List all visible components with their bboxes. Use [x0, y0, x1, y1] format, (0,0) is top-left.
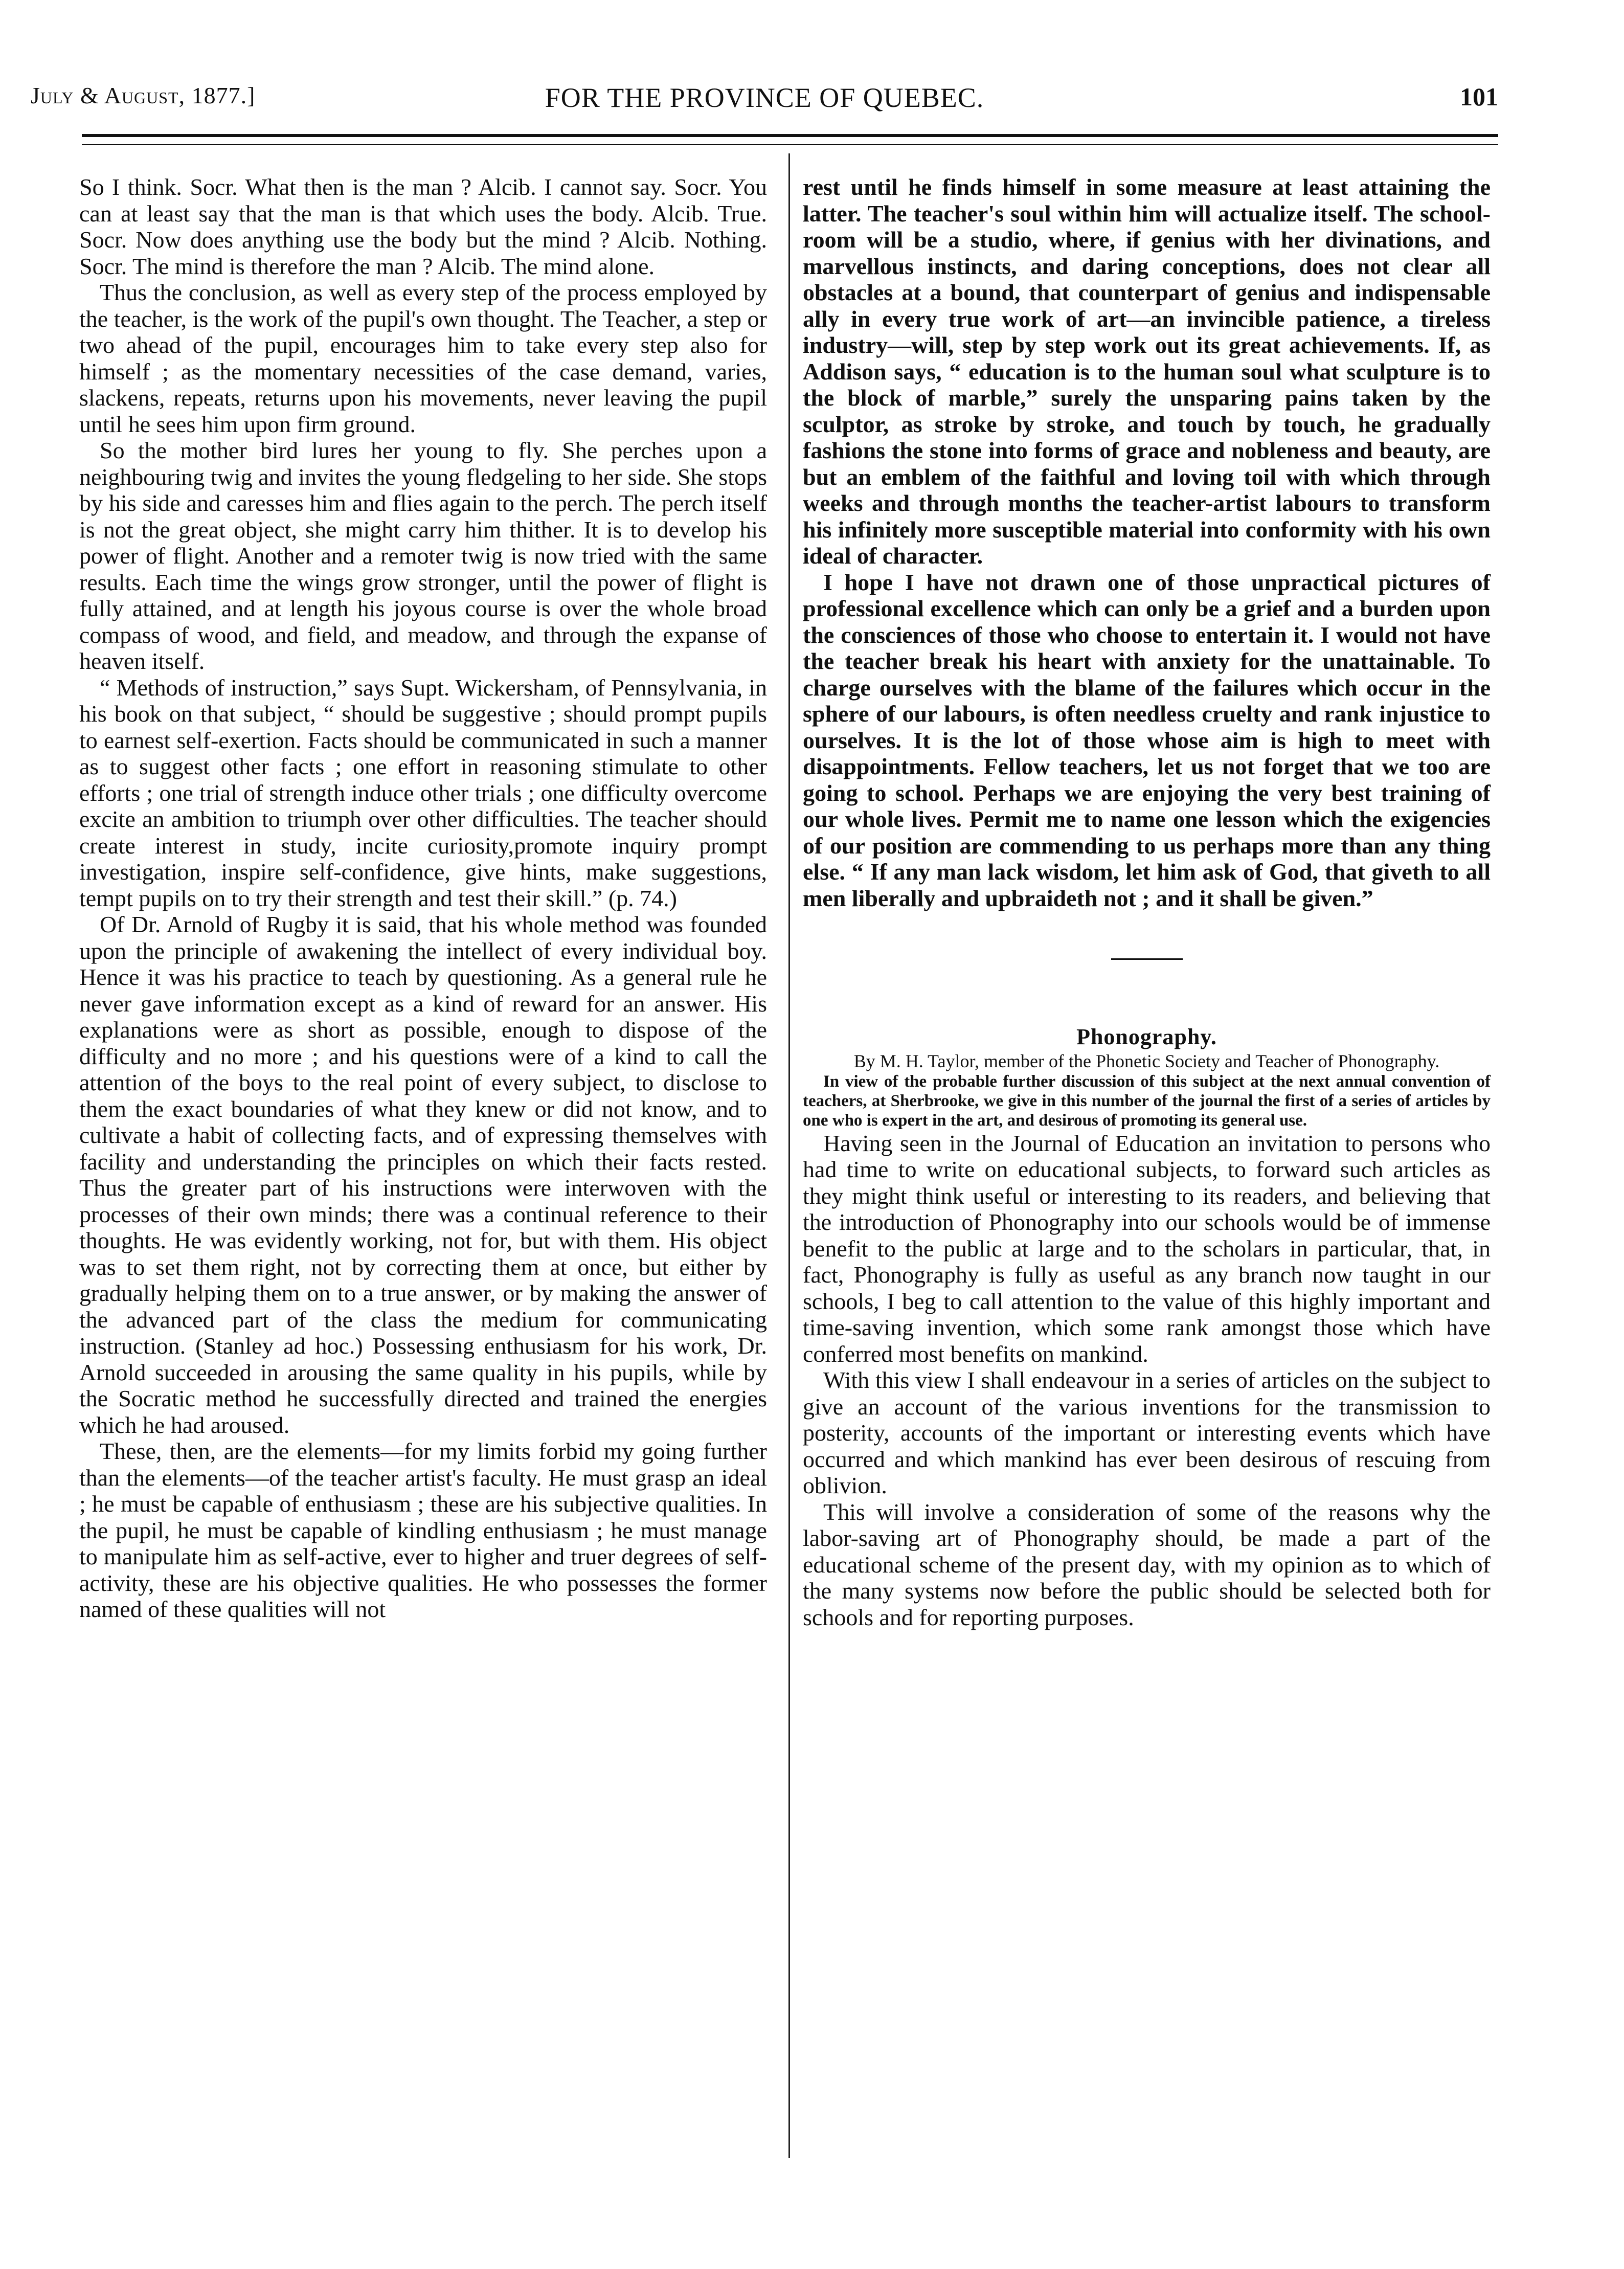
- article-body: [803, 1130, 1491, 1631]
- page-number: 101: [1460, 82, 1498, 111]
- paragraph: rest until he finds himself in some measure at least attaining the latter. The teacher's soul within him will actualize itself. The school-room will be a studio, where, if genius with her divinations, and marvellous instincts, and daring conceptions, does not clear all obstacles at a bound, that counterpart of genius and indispensable ally in every true work of art—an invincible patience, a tireless industry—will, step by step work out its great achievements. If, as Addison says, “ education is to the human soul what sculpture is to the block of marble,” surely the unsparing pains taken by the sculptor, as stroke by stroke, and touch by touch, he gradually fashions the stone into forms of grace and nobleness and beauty, are but an emblem of the faithful and loving toil with which through weeks and through months the teacher-artist labours to transform his infinitely more susceptible material into conformity with his own ideal of character.: [803, 174, 1491, 569]
- editorial-note: In view of the probable further discussion of this subject at the next annual convention of teachers, at Sherbrooke, we give in this number of the journal the first of a series of articles by one who is expert in the art, and desirous of promoting its general use.: [803, 1072, 1491, 1130]
- running-title: FOR THE PROVINCE OF QUEBEC.: [545, 82, 984, 113]
- column-divider: [788, 153, 790, 2158]
- left-column: [79, 174, 767, 1623]
- section-separator: [1111, 958, 1183, 960]
- paragraph: Of Dr. Arnold of Rugby it is said, that his whole method was founded upon the principle of awakening the intellect of every individual boy. Hence it was his practice to teach by questioning. As a general rule he never gave information except as a kind of reward for an answer. His explanations were as short as possible, enough to dispose of the difficulty and no more ; and his questions were of a kind to call the attention of the boys to the real point of every subject, to disclose to them the exact boundaries of what they knew or did not know, and to cultivate a habit of collecting facts, and of expressing themselves with facility and understanding the principles on which their facts rested. Thus the greater part of his instructions were interwoven with the processes of their own minds; there was a continual reference to their thoughts. He was evidently working, not for, but with them. His object was to set them right, not by correcting them at once, but either by gradually helping them on to a true answer, or by making the answer of the advanced part of the class the medium for communicating instruction. (Stanley ad hoc.) Possessing enthusiasm for his work, Dr. Arnold succeeded in arousing the same quality in his pupils, while by the Socratic method he successfully directed and trained the energies which he had aroused.: [79, 911, 767, 1438]
- paragraph: These, then, are the elements—for my limits forbid my going further than the elements—of the teacher artist's faculty. He must grasp an ideal ; he must be capable of enthusiasm ; these are his subjective qualities. In the pupil, he must be capable of kindling enthusiasm ; he must manage to manipulate him as self-active, ever to higher and truer degrees of self-activity, these are his objective qualities. He who possesses the former named of these qualities will not: [79, 1438, 767, 1622]
- header-rule-thin: [82, 144, 1498, 145]
- paragraph: “ Methods of instruction,” says Supt. Wickersham, of Pennsylvania, in his book on that subject, “ should be suggestive ; should prompt pupils to earnest self-exertion. Facts should be communicated in such a manner as to suggest other facts ; one effort in reasoning stimulate to other efforts ; one trial of strength induce other trials ; one difficulty overcome excite an ambition to triumph over other difficulties. The teacher should create interest in study, incite curiosity,promote inquiry prompt investigation, inspire self-confidence, give hints, make suggestions, tempt pupils on to try their strength and test their skill.” (p. 74.): [79, 674, 767, 911]
- article-byline: By M. H. Taylor, member of the Phonetic Society and Teacher of Phonography.: [853, 1050, 1440, 1071]
- paragraph: So the mother bird lures her young to fly. She perches upon a neighbouring twig and invites the young fledgeling to her side. She stops by his side and caresses him and flies again to the perch. The perch itself is not the great object, she might carry him thither. It is to develop his power of flight. Another and a remoter twig is now tried with the same results. Each time the wings grow stronger, until the power of flight is fully attained, and at length his joyous course is over the whole broad compass of wood, and field, and meadow, and through the expanse of heaven itself.: [79, 437, 767, 674]
- right-column: [803, 174, 1491, 1630]
- paragraph: Having seen in the Journal of Education an invitation to persons who had time to write on educational subjects, to forward such articles as they might think useful or interesting to its readers, and believing that the introduction of Phonography into our schools would be of immense benefit to the public at large and to the scholars in particular, that, in fact, Phonography is fully as useful as any branch now taught in our schools, I beg to call attention to the value of this highly important and time-saving invention, which some rank amongst those which have conferred most benefits on mankind.: [803, 1130, 1491, 1367]
- issue-date: July & August, 1877.]: [31, 82, 256, 108]
- paragraph: With this view I shall endeavour in a series of articles on the subject to give an account of the various inventions for the transmission to posterity, accounts of the important or interesting events which have occurred and which mankind has ever been desirous of rescuing from oblivion.: [803, 1367, 1491, 1498]
- paragraph: This will involve a consideration of some of the reasons why the labor-saving art of Phonography should, be made a part of the educational scheme of the present day, with my opinion as to which of the many systems now before the public should be selected both for schools and for reporting purposes.: [803, 1498, 1491, 1630]
- paragraph: Thus the conclusion, as well as every step of the process employed by the teacher, is the work of the pupil's own thought. The Teacher, a step or two ahead of the pupil, encourages him to take every step also for himself ; as the momentary necessities of the case demand, varies, slackens, repeats, returns upon his movements, never leaving the pupil until he sees him upon firm ground.: [79, 279, 767, 437]
- paragraph: I hope I have not drawn one of those unpractical pictures of professional excellence which can only be a grief and a burden upon the consciences of those who choose to entertain it. I would not have the teacher break his heart with anxiety for the unattainable. To charge ourselves with the blame of the failures which occur in the sphere of our labours, is often needless cruelty and rank injustice to ourselves. It is the lot of those whose aim is high to meet with disappointments. Fellow teachers, let us not forget that we too are going to school. Perhaps we are enjoying the very best training of our whole lives. Permit me to name one lesson which the exigencies of our position are commending to us perhaps more than any thing else. “ If any man lack wisdom, let him ask of God, that giveth to all men liberally and upbraideth not ; and it shall be given.”: [803, 569, 1491, 911]
- article-title: Phonography.: [1076, 1024, 1217, 1049]
- header-rule-thick: [82, 134, 1498, 137]
- paragraph: So I think. Socr. What then is the man ? Alcib. I cannot say. Socr. You can at least say that the man is that which uses the body. Alcib. True. Socr. Now does anything use the body but the mind ? Alcib. Nothing. Socr. The mind is therefore the man ? Alcib. The mind alone.: [79, 174, 767, 279]
- running-header: [31, 82, 1498, 113]
